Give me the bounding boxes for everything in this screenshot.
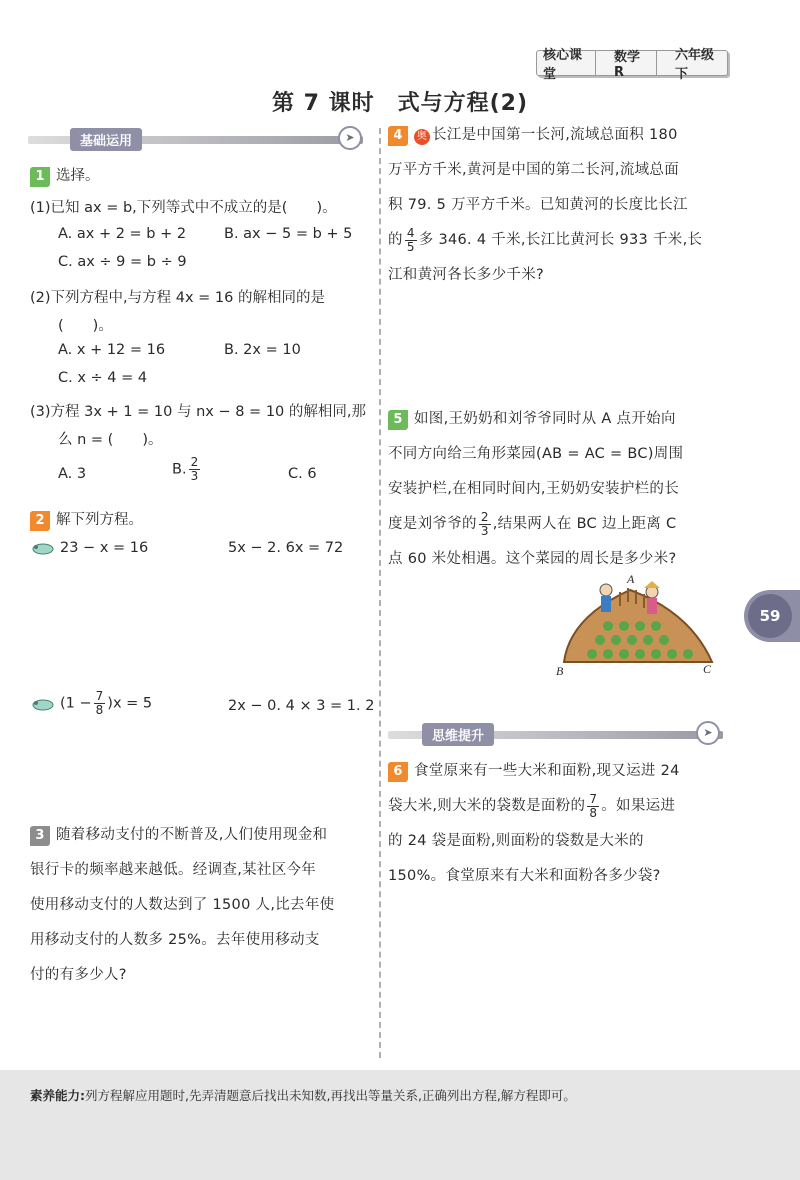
subject-name: 数学 R <box>614 50 641 80</box>
page-number: 59 <box>748 594 792 638</box>
q1-option-c: C. ax ÷ 9 = b ÷ 9 <box>58 254 187 270</box>
question-number: 4 <box>388 126 408 146</box>
vertex-c-label: C <box>703 662 712 676</box>
question-3: 3 随着移动支付的不断普及,人们使用现金和 银行卡的频率越来越低。经调查,某社区今年 使用移动支付的人数达到了 1500 人,比去年使 用移动支付的人数多 25%。去年使用移动支 付的有多少人? <box>30 827 335 983</box>
page-title: 第 7 课时 式与方程(2) <box>271 91 529 116</box>
question-number: 5 <box>388 410 408 430</box>
q1-part2-option-b: B. 2x = 10 <box>224 342 301 358</box>
question-4: 4 奥 长江是中国第一长河,流域总面积 180 万平方千米,黄河是中国的第二长河,流域总面 积 79. 5 万平方千米。已知黄河的长度比长江 的 $\frac{4}{5}$ 多 346. 4 千米,长江比黄河长 933 千米,长 江和黄河各长多少千米? <box>388 127 703 283</box>
q1-part-3: (3)方程 3x + 1 = 10 与 nx − 8 = 10 的解相同,那 <box>30 404 366 420</box>
question-intro: 选择。 <box>56 168 100 184</box>
section-banner-basic <box>28 128 363 150</box>
section-label-basic: 基础运用 <box>70 128 142 151</box>
q1-part2-option-c: C. x ÷ 4 = 4 <box>58 370 148 386</box>
question-number: 3 <box>30 826 50 846</box>
q1-part-1: (1)已知 ax = b,下列等式中不成立的是( )。 <box>30 200 337 216</box>
column-divider <box>379 128 381 1058</box>
question-6: 6 食堂原来有一些大米和面粉,现又运进 24 袋大米,则大米的袋数是面粉的 $\frac{7}{8}$ 。如果运进 的 24 袋是面粉,则面粉的袋数是大米的 150%。食堂原来有大米和面粉各多少袋? <box>388 763 680 884</box>
q1-part-2: (2)下列方程中,与方程 4x = 16 的解相同的是 <box>30 290 325 306</box>
question-intro: 解下列方程。 <box>56 512 143 528</box>
triangle-garden-illustration <box>550 572 720 680</box>
header-tag <box>536 48 728 82</box>
q1-part3-option-b: B. $\frac{2}{3}$ <box>172 455 199 483</box>
vertex-b-label: B <box>556 664 564 678</box>
bug-icon <box>30 697 56 711</box>
q1-part-2-blank: ( )。 <box>58 318 113 334</box>
vertex-a-label: A <box>627 572 635 586</box>
section-banner-advanced <box>388 723 723 745</box>
q1-part-3-blank: 么 n = ( )。 <box>58 432 163 448</box>
question-number: 2 <box>30 511 50 531</box>
equation-2: 5x − 2. 6x = 72 <box>228 540 344 556</box>
footer-text: 列方程解应用题时,先弄清题意后找出未知数,再找出等量关系,正确列出方程,解方程即可。 <box>85 1088 576 1103</box>
grade-name: 六年级下 <box>674 48 714 82</box>
equation-4: 2x − 0. 4 × 3 = 1. 2 <box>228 698 375 714</box>
question-1-header <box>30 164 100 187</box>
equation-1: 23 − x = 16 <box>30 540 148 556</box>
series-name: 核心课堂 <box>543 48 583 82</box>
q1-part3-option-c: C. 6 <box>288 466 317 482</box>
olympiad-badge: 奥 <box>414 129 430 145</box>
q1-option-b: B. ax − 5 = b + 5 <box>224 226 353 242</box>
footer-label: 素养能力: <box>30 1088 85 1103</box>
q1-part3-option-a: A. 3 <box>58 466 87 482</box>
question-number: 6 <box>388 762 408 782</box>
q1-option-a: A. ax + 2 = b + 2 <box>58 226 187 242</box>
question-number: 1 <box>30 167 50 187</box>
equation-3: (1 − $\frac{7}{8}$ )x = 5 <box>30 690 152 717</box>
question-5: 5 如图,王奶奶和刘爷爷同时从 A 点开始向 不同方向给三角形菜园(AB = AC = BC)周围 安装护栏,在相同时间内,王奶奶安装护栏的长 度是刘爷爷的 $\frac{2}{3}$ ,结果两人在 BC 边上距离 C 点 60 米处相遇。这个菜园的周长是多少米? <box>388 411 684 567</box>
section-label-advanced: 思维提升 <box>422 723 494 746</box>
paper-plane-icon: ➤ <box>338 126 362 150</box>
footer-note <box>30 1086 576 1104</box>
paper-plane-icon: ➤ <box>696 721 720 745</box>
q1-part2-option-a: A. x + 12 = 16 <box>58 342 166 358</box>
question-2-header <box>30 508 143 531</box>
page-number-tab <box>744 590 800 642</box>
fraction: $\frac{2}{3}$ <box>190 455 199 483</box>
bug-icon <box>30 541 56 555</box>
